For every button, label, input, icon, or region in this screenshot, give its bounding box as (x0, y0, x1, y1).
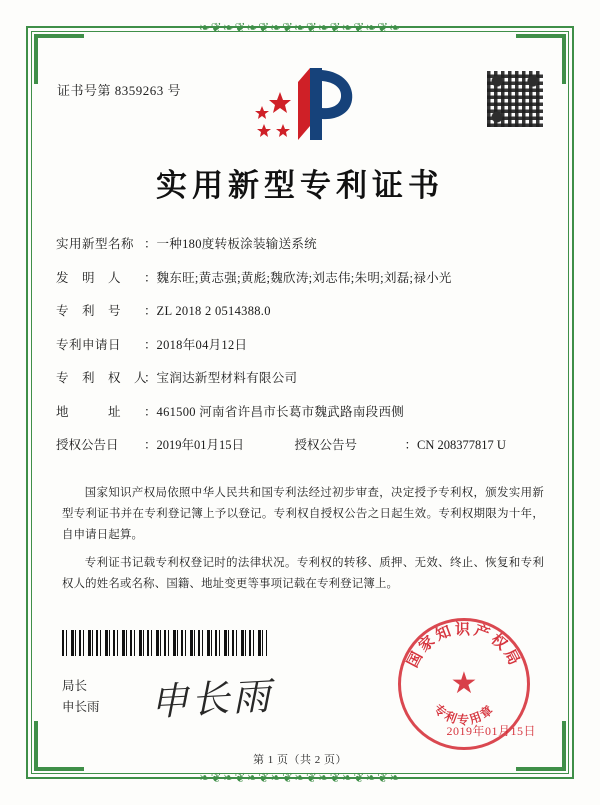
page-footer: 第 1 页（共 2 页） (253, 754, 347, 766)
field-row-address (56, 402, 548, 420)
grant-date-value: 2019年01月15日 (156, 438, 245, 452)
field-row-application-date (56, 335, 548, 353)
field-separator: ： (144, 438, 157, 452)
field-row-patentee (56, 368, 548, 386)
field-value: 宝润达新型材料有限公司 (156, 371, 298, 385)
field-separator: ： (144, 237, 157, 251)
handwritten-signature: 申长雨 (149, 673, 275, 725)
field-row-patent-number (56, 301, 548, 319)
field-value: ZL 2018 2 0514388.0 (156, 304, 271, 318)
field-label: 实用新型名称 (56, 237, 135, 251)
legal-paragraph-2: 专利证书记载专利权登记时的法律状况。专利权的转移、质押、无效、终止、恢复和专利权人的姓名或名称、国籍、地址变更等事项记载在专利登记簿上。 (62, 557, 544, 591)
cnipa-logo-icon (240, 62, 360, 146)
seal-date: 2019年01月15日 (446, 724, 536, 738)
field-separator: ： (404, 438, 418, 452)
field-value: 一种180度转板涂装输送系统 (156, 237, 317, 251)
field-label: 发 明 人 (56, 270, 122, 285)
field-separator: ： (144, 371, 157, 385)
grant-number-label: 授权公告号 (294, 438, 358, 452)
field-separator: ： (144, 404, 157, 419)
grant-number-value: CN 208377817 U (417, 438, 506, 452)
legal-text-block (62, 483, 544, 602)
seal-top-text: 国家知识产权局 (403, 620, 525, 671)
corner-ornament-top-left (34, 34, 84, 84)
field-label: 专 利 号 (56, 304, 122, 318)
grant-date-label: 授权公告日 (56, 438, 119, 452)
field-value: 2018年04月12日 (156, 337, 248, 352)
seal-bottom-text: 专利专用章 (430, 701, 498, 727)
signature-block (62, 676, 100, 719)
seal-star-icon: ★ (450, 667, 478, 700)
field-row-inventors (56, 268, 548, 286)
svg-text:国家知识产权局 (403, 620, 525, 670)
field-value: 461500 河南省许昌市长葛市魏武路南段西侧 (156, 404, 405, 419)
field-label: 专利申请日 (56, 337, 122, 352)
field-row-utility-model-name (56, 234, 548, 252)
director-name-label: 申长雨 (62, 700, 100, 715)
qr-code-icon (486, 70, 544, 128)
vine-ornament-bottom: ❧❦❧❦❧❦❧❦❧❦❧❦❧❦❧❦❧ (198, 770, 402, 785)
field-label: 专 利 权 人 (56, 371, 148, 385)
director-title-label: 局长 (62, 679, 88, 693)
barcode-icon (62, 630, 267, 656)
field-separator: ： (144, 270, 157, 285)
legal-paragraph-1: 国家知识产权局依照中华人民共和国专利法经过初步审查，决定授予专利权，颁发实用新型专利证书并在专利登记簿上予以登记。专利权自授权公告之日起生效。专利权期限为十年，自申请日起算。 (62, 487, 544, 542)
vine-ornament-top: ❧❦❧❦❧❦❧❦❧❦❧❦❧❦❧❦❧ (198, 20, 402, 35)
field-row-grant-announcement (56, 435, 548, 453)
field-separator: ： (144, 304, 157, 318)
certificate-number: 证书号第 8359263 号 (57, 83, 182, 98)
page-title: 实用新型专利证书 (156, 168, 444, 204)
field-separator: ： (144, 337, 157, 352)
field-value: 魏东旺;黄志强;黄彪;魏欣涛;刘志伟;朱明;刘磊;禄小光 (156, 270, 452, 285)
field-label: 地 址 (56, 404, 122, 419)
field-list (56, 234, 548, 468)
